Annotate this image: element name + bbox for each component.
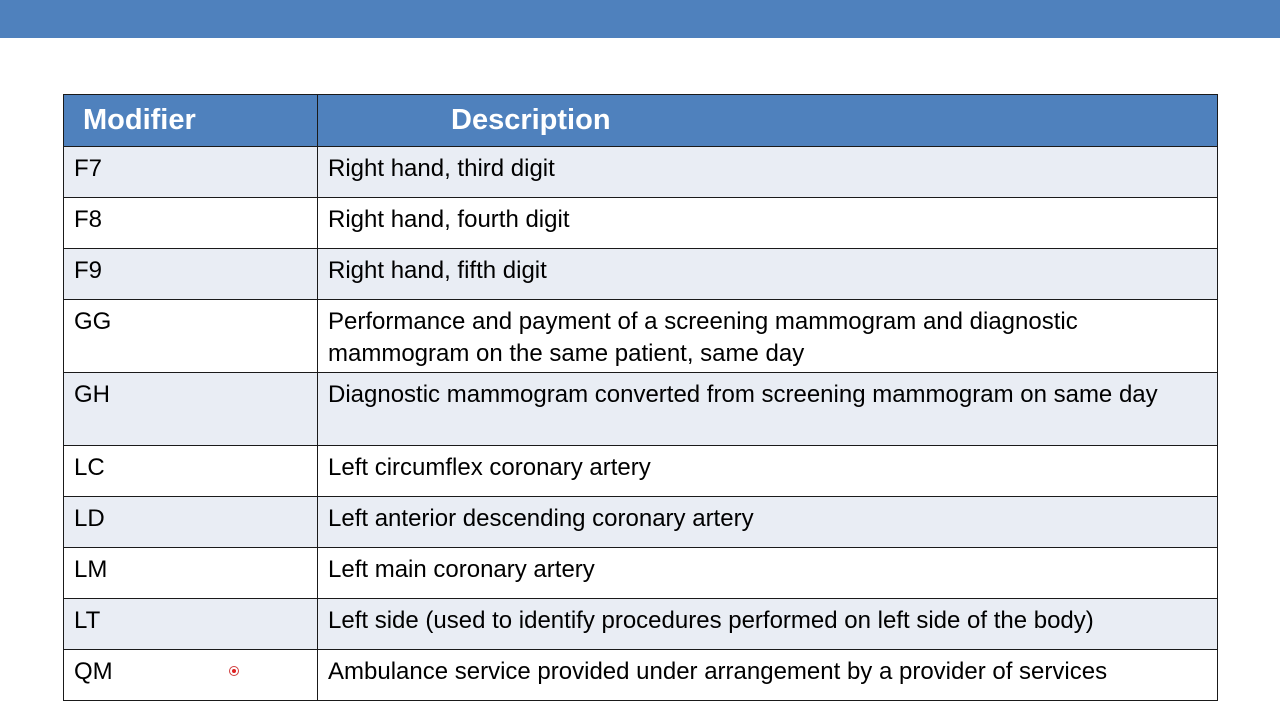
modifier-cell: F8	[64, 198, 318, 249]
table-row	[64, 599, 1218, 650]
table-row	[64, 446, 1218, 497]
modifier-cell: LM	[64, 548, 318, 599]
modifier-cell: GG	[64, 300, 318, 373]
table-row	[64, 198, 1218, 249]
description-cell: Left anterior descending coronary artery	[318, 497, 1218, 548]
modifier-cell: GH	[64, 373, 318, 446]
table-row	[64, 497, 1218, 548]
table-row	[64, 373, 1218, 446]
modifier-table	[63, 94, 1218, 701]
modifier-cell: F9	[64, 249, 318, 300]
description-cell: Left circumflex coronary artery	[318, 446, 1218, 497]
description-cell: Right hand, fifth digit	[318, 249, 1218, 300]
table-row	[64, 548, 1218, 599]
description-cell: Right hand, fourth digit	[318, 198, 1218, 249]
header-modifier: Modifier	[64, 95, 318, 147]
description-cell: Performance and payment of a screening mammogram and diagnostic mammogram on the same patient, same day	[318, 300, 1218, 373]
top-banner	[0, 0, 1280, 38]
description-cell: Right hand, third digit	[318, 147, 1218, 198]
modifier-cell: F7	[64, 147, 318, 198]
description-cell: Diagnostic mammogram converted from screening mammogram on same day	[318, 373, 1218, 446]
description-cell: Left main coronary artery	[318, 548, 1218, 599]
table-row	[64, 249, 1218, 300]
pointer-cursor-icon	[229, 666, 239, 676]
modifier-cell: LD	[64, 497, 318, 548]
description-cell: Left side (used to identify procedures performed on left side of the body)	[318, 599, 1218, 650]
modifier-cell: LT	[64, 599, 318, 650]
modifier-cell: QM	[64, 650, 318, 701]
table-row	[64, 300, 1218, 373]
description-cell: Ambulance service provided under arrangement by a provider of services	[318, 650, 1218, 701]
table-header-row	[64, 95, 1218, 147]
table-row	[64, 147, 1218, 198]
header-description: Description	[318, 95, 1218, 147]
modifier-cell: LC	[64, 446, 318, 497]
modifier-table-container	[63, 94, 1217, 701]
